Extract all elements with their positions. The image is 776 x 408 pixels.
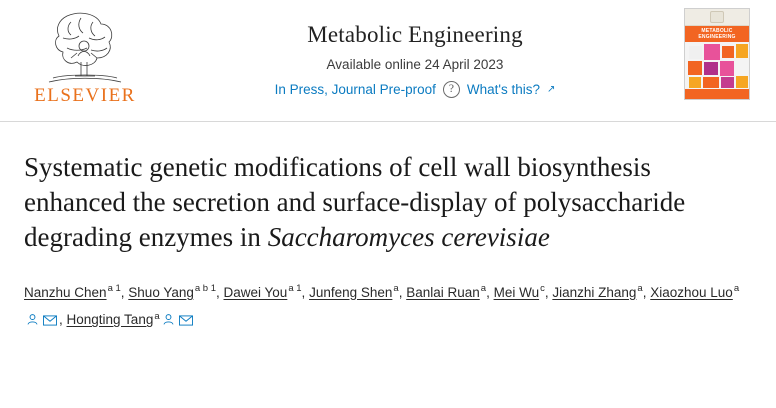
author-link[interactable]: Nanzhu Chen — [24, 284, 107, 300]
journal-title: Metabolic Engineering — [307, 22, 523, 47]
author-separator: , — [398, 284, 407, 300]
author-link[interactable]: Jianzhi Zhang — [552, 284, 637, 300]
person-icon[interactable] — [26, 310, 39, 334]
cover-publisher-mark — [685, 9, 749, 26]
whats-this-link[interactable]: What's this? — [466, 82, 541, 97]
availability-date: Available online 24 April 2023 — [326, 57, 504, 72]
person-icon[interactable] — [162, 310, 175, 334]
author-affiliation: a 1 — [107, 283, 121, 294]
list-item — [494, 285, 553, 300]
author-affiliation: a — [393, 283, 399, 294]
author-link[interactable]: Xiaozhou Luo — [650, 284, 733, 300]
author-link[interactable]: Dawei You — [223, 284, 288, 300]
press-status-row — [146, 81, 684, 98]
article-title — [24, 150, 752, 255]
author-affiliation: a — [733, 283, 740, 294]
author-affiliation: a — [480, 283, 487, 294]
list-item — [128, 285, 223, 300]
author-affiliation: c — [540, 283, 545, 294]
question-mark-icon[interactable]: ? — [443, 81, 460, 98]
author-separator: , — [486, 284, 494, 300]
author-separator: , — [544, 284, 553, 300]
list-item — [224, 285, 310, 300]
author-link[interactable]: Mei Wu — [493, 284, 540, 300]
author-link[interactable]: Hongting Tang — [66, 312, 154, 327]
author-affiliation: a 1 — [288, 283, 302, 294]
author-link[interactable]: Shuo Yang — [128, 284, 194, 300]
envelope-icon[interactable] — [43, 310, 57, 334]
author-separator: , — [216, 284, 224, 300]
author-affiliation: a — [154, 310, 160, 322]
author-link[interactable]: Banlai Ruan — [406, 284, 480, 300]
cover-title: METABOLIC ENGINEERING — [685, 26, 749, 42]
article-title-species: Saccharomyces cerevisiae — [267, 222, 550, 252]
author-separator: , — [301, 284, 310, 300]
journal-header — [0, 0, 776, 122]
elsevier-logo[interactable] — [24, 6, 146, 107]
list-item — [67, 312, 195, 327]
elsevier-tree-logo — [37, 6, 133, 84]
author-separator: , — [120, 284, 129, 300]
cover-artwork — [685, 42, 749, 90]
journal-cover-image — [684, 8, 750, 100]
cover-footer-band — [685, 89, 749, 99]
journal-cover[interactable] — [684, 8, 756, 100]
author-separator: , — [642, 284, 651, 300]
envelope-icon[interactable] — [179, 310, 193, 334]
list-item — [309, 285, 406, 300]
author-list — [24, 277, 752, 334]
list-item — [552, 285, 650, 300]
list-item — [24, 285, 128, 300]
list-item — [406, 285, 493, 300]
author-affiliation: a — [637, 283, 643, 294]
author-link[interactable]: Junfeng Shen — [309, 284, 393, 300]
journal-info — [146, 0, 684, 98]
author-separator: , — [59, 312, 67, 327]
author-affiliation: a b 1 — [194, 283, 216, 294]
elsevier-wordmark: ELSEVIER — [34, 85, 136, 106]
article-title-main: Systematic genetic modifications of cell wall biosynthesis enhanced the secretion and surface-display of polysaccharide degrading enzymes in — [24, 152, 686, 252]
press-status[interactable]: In Press, Journal Pre-proof — [274, 82, 436, 97]
external-link-icon: ↗ — [547, 84, 556, 95]
